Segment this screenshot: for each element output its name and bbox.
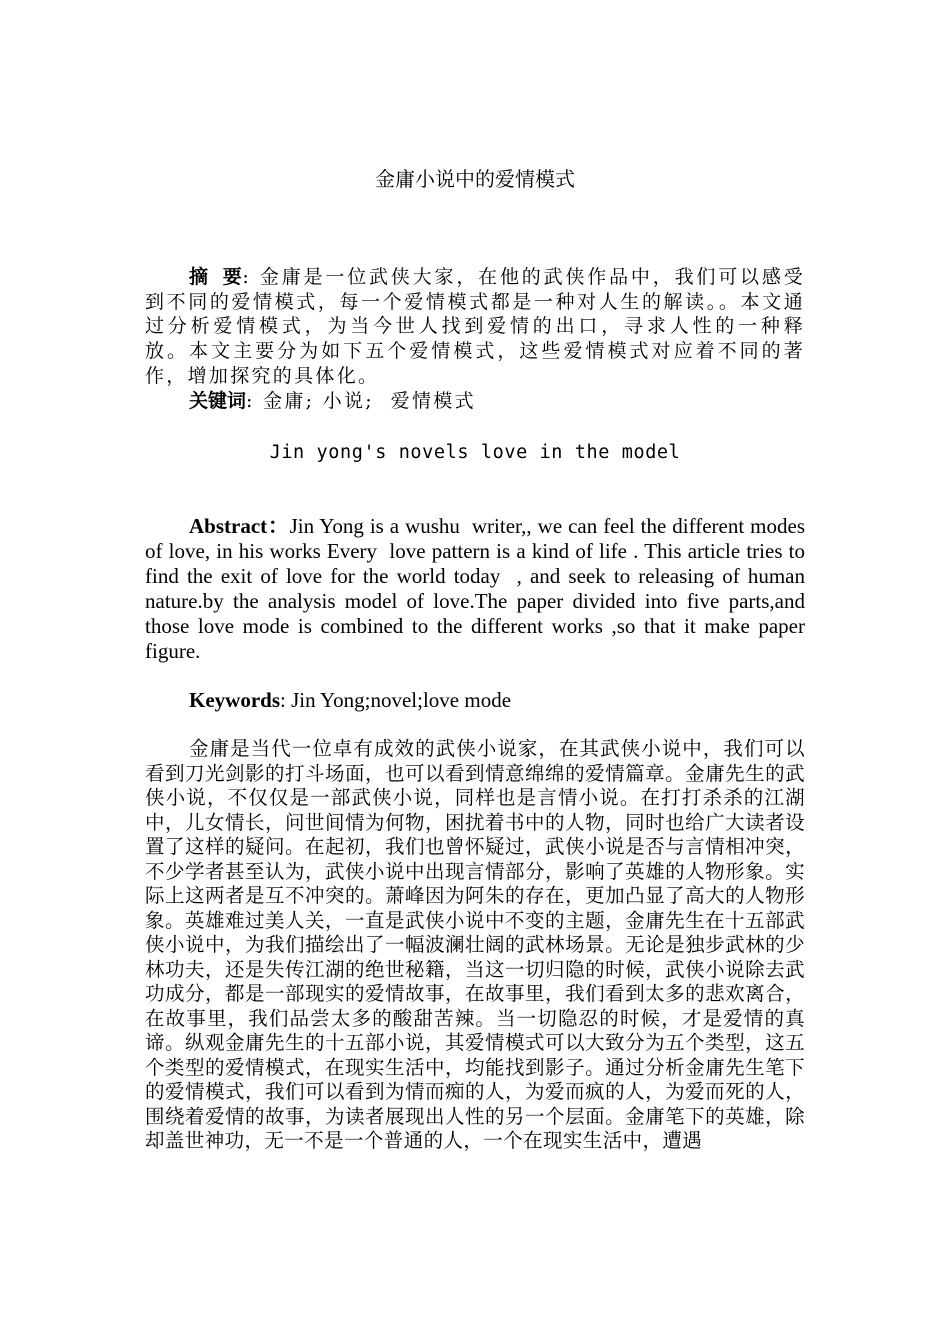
english-title: Jin yong's novels love in the model (269, 442, 681, 463)
abstract-text: 金庸是一位武侠大家，在他的武侠作品中，我们可以感受到不同的爱情模式，每一个爱情模式都是一种对人生的解读。。本文通过分析爱情模式，为当今世人找到爱情的出口，寻求人性的一种释放。本文主要分为如下五个爱情模式，这些爱情模式对应着不同的著作，增加探究的具体化。 (145, 266, 805, 387)
english-abstract-text: Jin Yong is a wushu writer,, we can feel the different modes of love, in his works Every love pattern is a kind of life . This article tries to find the exit of love for the world today , and seek to releasing of human nature.by the analysis model of love.The paper divided into five parts,and those love mode is combined to the different works ,so that it make paper figure. (145, 514, 811, 663)
english-keywords (145, 688, 805, 713)
chinese-keywords (145, 389, 805, 414)
english-keywords-text: : Jin Yong;novel;love mode (280, 688, 512, 712)
english-keywords-section (145, 688, 805, 713)
chinese-abstract (145, 265, 805, 389)
chinese-abstract-section (145, 265, 805, 413)
keywords-label: 关键词 (189, 389, 247, 412)
english-abstract-section (145, 514, 811, 664)
paper-title: 金庸小说中的爱情模式 (375, 167, 575, 191)
english-abstract-label: Abstract： (189, 514, 290, 538)
body-paragraph: 金庸是当代一位卓有成效的武侠小说家，在其武侠小说中，我们可以看到刀光剑影的打斗场面，也可以看到情意绵绵的爱情篇章。金庸先生的武侠小说，不仅仅是一部武侠小说，同样也是言情小说。在打打杀杀的江湖中，儿女情长，问世间情为何物，困扰着书中的人物，同时也给广大读者设置了这样的疑问。在起初，我们也曾怀疑过，武侠小说是否与言情相冲突，不少学者甚至认为，武侠小说中出现言情部分，影响了英雄的人物形象。实际上这两者是互不冲突的。萧峰因为阿朱的存在，更加凸显了高大的人物形象。英雄难过美人关，一直是武侠小说中不变的主题，金庸先生在十五部武侠小说中，为我们描绘出了一幅波澜壮阔的武林场景。无论是独步武林的少林功夫，还是失传江湖的绝世秘籍，当这一切归隐的时候，武侠小说除去武功成分，都是一部现实的爱情故事，在故事里，我们看到太多的悲欢离合，在故事里，我们品尝太多的酸甜苦辣。当一切隐忍的时候，才是爱情的真谛。纵观金庸先生的十五部小说，其爱情模式可以大致分为五个类型，这五个类型的爱情模式，在现实生活中，均能找到影子。通过分析金庸先生笔下的爱情模式，我们可以看到为情而痴的人，为爱而疯的人，为爱而死的人，围绕着爱情的故事，为读者展现出人性的另一个层面。金庸笔下的英雄，除却盖世神功，无一不是一个普通的人，一个在现实生活中，遭遇 (145, 737, 805, 1152)
abstract-separator: : (242, 266, 260, 288)
english-abstract (145, 514, 811, 664)
body-section (145, 737, 805, 1154)
keywords-separator: : (246, 389, 264, 412)
english-keywords-label: Keywords (189, 688, 280, 712)
abstract-label: 摘 要 (189, 266, 243, 288)
keywords-text: 金庸; 小说; 爱情模式 (263, 389, 476, 412)
